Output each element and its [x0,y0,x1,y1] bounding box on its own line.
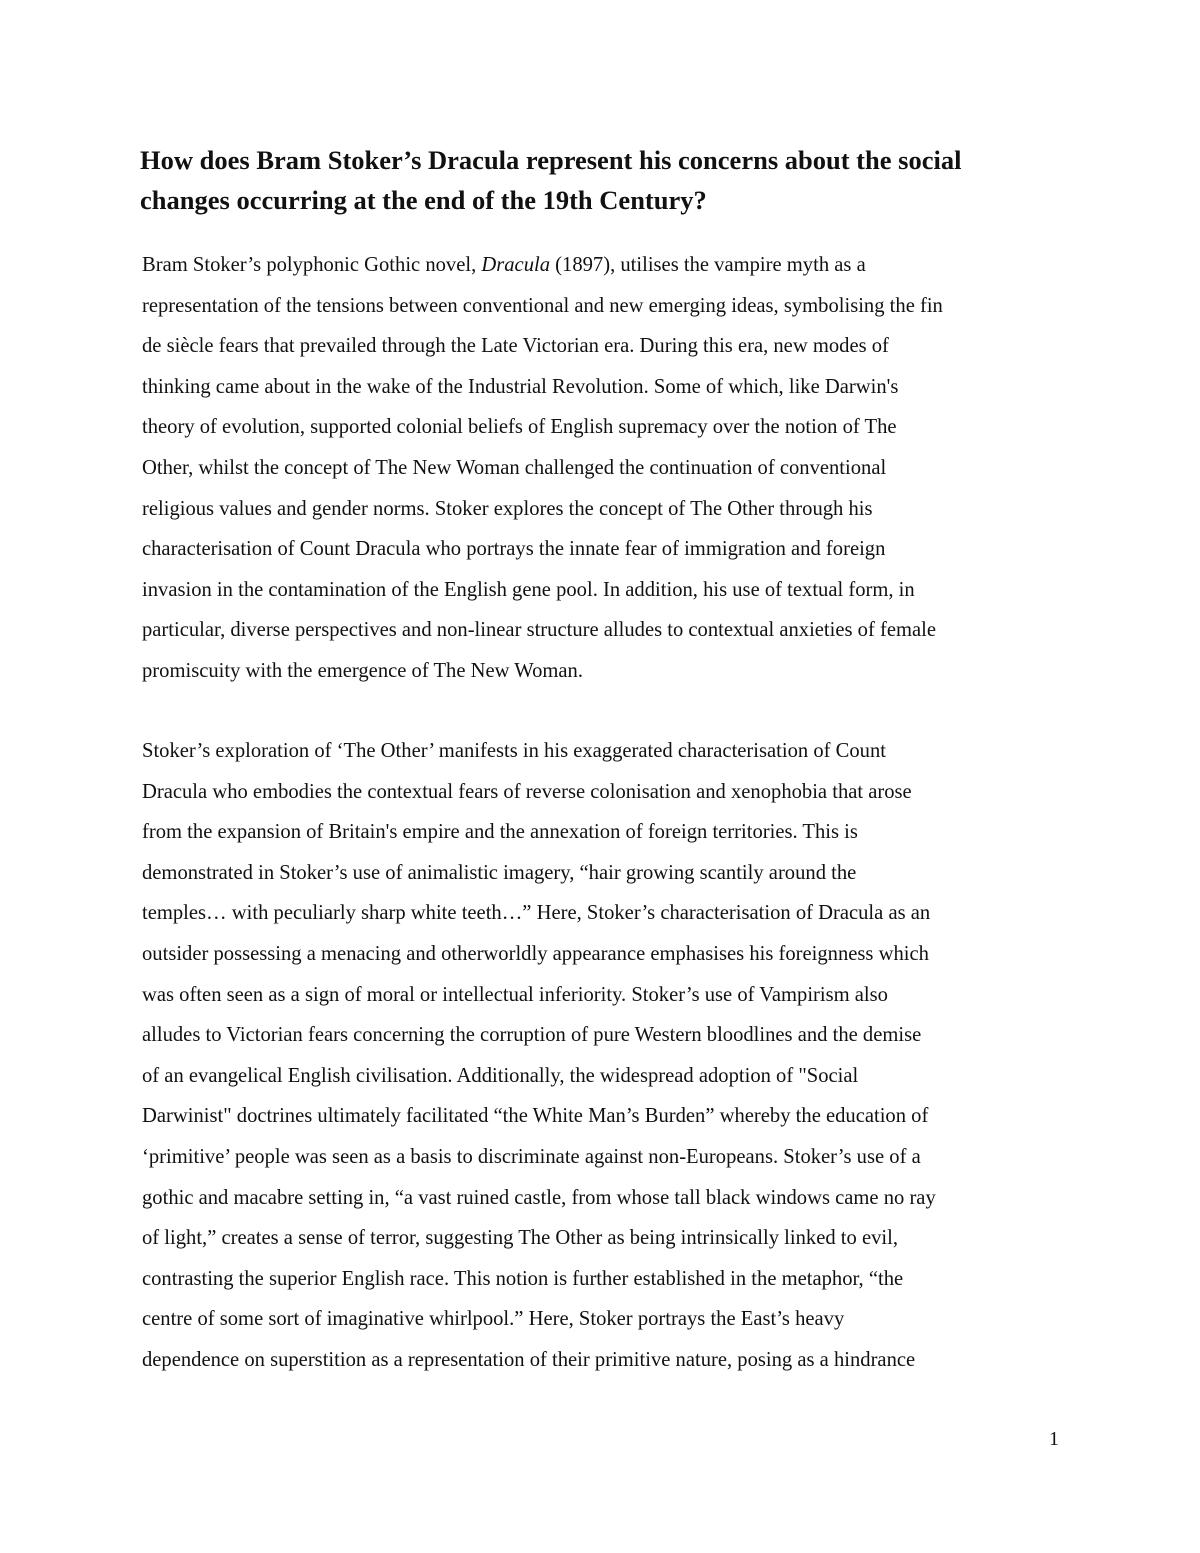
title-line: changes occurring at the end of the 19th Century? [140,185,707,215]
paragraph-line: characterisation of Count Dracula who portrays the innate fear of immigration and foreign [142,538,886,561]
paragraph-line: alludes to Victorian fears concerning the corruption of pure Western bloodlines and the demise [142,1024,922,1047]
title-line: How does Bram Stoker’s Dracula represent his concerns about the social [140,145,962,175]
paragraph-line: de siècle fears that prevailed through the Late Victorian era. During this era, new modes of [142,335,889,358]
paragraph-line: centre of some sort of imaginative whirlpool.” Here, Stoker portrays the East’s heavy [142,1308,845,1331]
paragraph-line: of light,” creates a sense of terror, suggesting The Other as being intrinsically linked to evil, [142,1227,898,1250]
paragraph-line: contrasting the superior English race. This notion is further established in the metaphor, “the [142,1267,904,1290]
paragraph-line: religious values and gender norms. Stoker explores the concept of The Other through his [142,497,873,520]
paragraph-line: theory of evolution, supported colonial beliefs of English supremacy over the notion of The [142,416,897,439]
paragraph-line [142,245,1072,286]
paragraph-line: ‘primitive’ people was seen as a basis to discriminate against non-Europeans. Stoker’s use of a [142,1145,921,1168]
text-run: Bram Stoker’s polyphonic Gothic novel, [142,254,482,276]
essay-title [140,140,1080,220]
paragraph-line: demonstrated in Stoker’s use of animalistic imagery, “hair growing scantily around the [142,861,857,884]
paragraph-line: Other, whilst the concept of The New Woman challenged the continuation of conventional [142,456,887,479]
paragraph-line: of an evangelical English civilisation. Additionally, the widespread adoption of "Social [142,1064,859,1087]
paragraph-line: Darwinist" doctrines ultimately facilitated “the White Man’s Burden” whereby the education of [142,1105,929,1128]
paragraph-line: representation of the tensions between conventional and new emerging ideas, symbolising the fin [142,294,943,317]
paragraph-line: promiscuity with the emergence of The New Woman. [142,659,583,682]
paragraph-body [142,731,1072,1381]
paragraph-line: Stoker’s exploration of ‘The Other’ manifests in his exaggerated characterisation of Count [142,740,886,762]
paragraph-intro [142,245,1072,692]
paragraph-line: thinking came about in the wake of the Industrial Revolution. Some of which, like Darwin's [142,375,899,398]
paragraph-line: from the expansion of Britain's empire and the annexation of foreign territories. This is [142,821,858,844]
paragraph-line: gothic and macabre setting in, “a vast ruined castle, from whose tall black windows came no ray [142,1186,936,1209]
paragraph-line: dependence on superstition as a representation of their primitive nature, posing as a hindrance [142,1348,916,1371]
paragraph-line: outsider possessing a menacing and otherworldly appearance emphasises his foreignness which [142,942,929,965]
paragraph-line: invasion in the contamination of the English gene pool. In addition, his use of textual form, in [142,578,915,601]
paragraph-line: temples… with peculiarly sharp white teeth…” Here, Stoker’s characterisation of Dracula as an [142,902,931,925]
paragraph-line: Dracula who embodies the contextual fears of reverse colonisation and xenophobia that arose [142,780,912,803]
novel-title-italic: Dracula [481,254,551,276]
paragraph-line: particular, diverse perspectives and non-linear structure alludes to contextual anxieties of female [142,619,937,642]
paragraph-line: was often seen as a sign of moral or intellectual inferiority. Stoker’s use of Vampirism also [142,983,888,1006]
text-run: (1897), utilises the vampire myth as a [550,254,866,276]
page-number: 1 [1049,1428,1059,1450]
